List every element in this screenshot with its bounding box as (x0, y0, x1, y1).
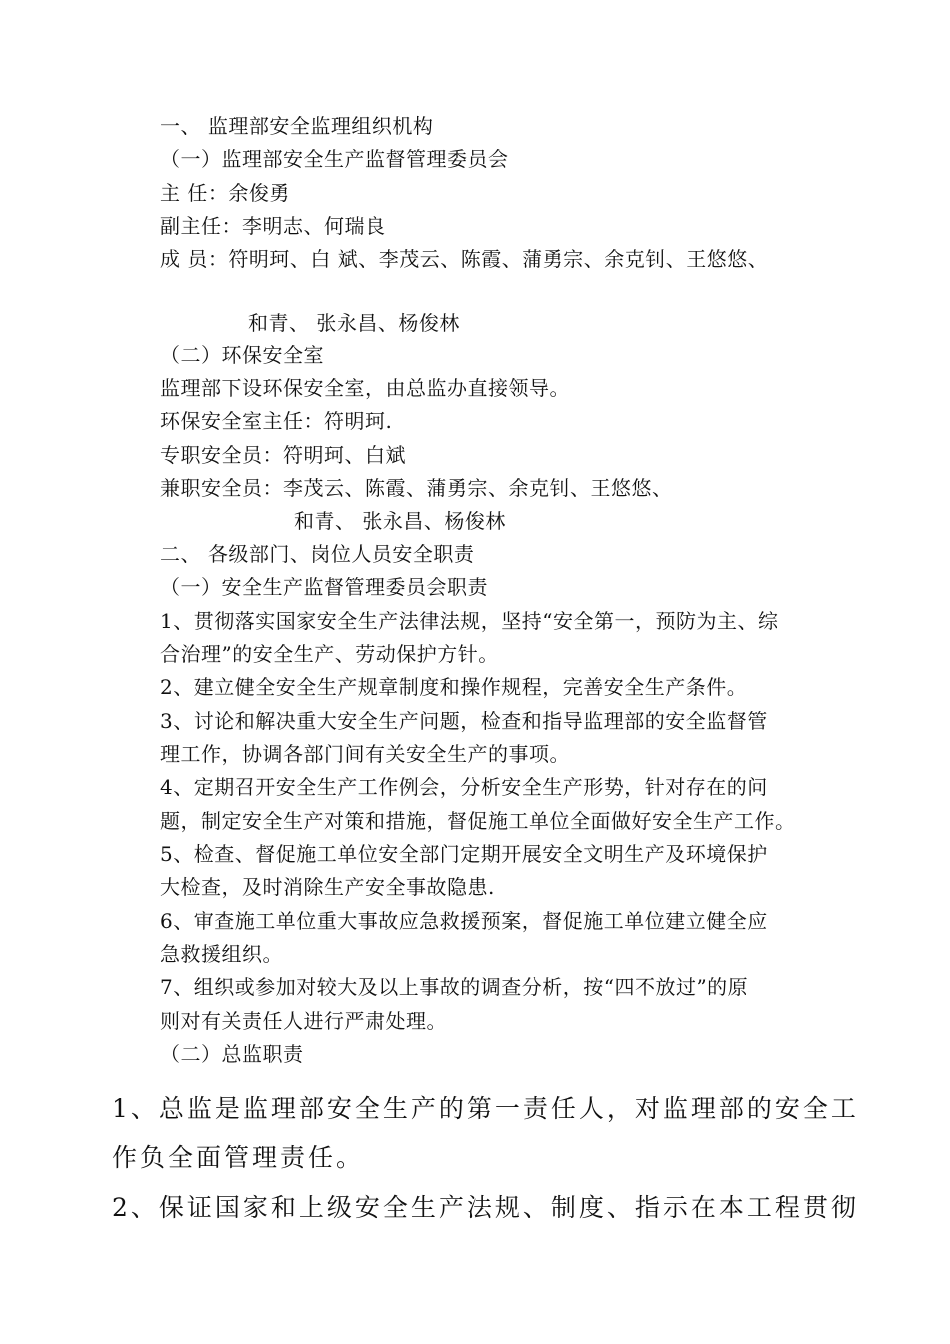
text-line: 7、组织或参加对较大及以上事故的调查分析，按“四不放过”的原 (160, 975, 749, 999)
text-line: 则对有关责任人进行严肃处理。 (160, 1009, 447, 1033)
text-line: 2、保证国家和上级安全生产法规、制度、指示在本工程贯彻 (112, 1193, 859, 1222)
text-line: 6、审查施工单位重大事故应急救援预案，督促施工单位建立健全应 (160, 909, 768, 933)
text-line: 3、讨论和解决重大安全生产问题，检查和指导监理部的安全监督管 (160, 709, 768, 733)
text-line: 兼职安全员：李茂云、陈霞、蒲勇宗、余克钊、王悠悠、 (160, 476, 673, 500)
text-line: 急救援组织。 (160, 942, 283, 966)
text-line: 1、贯彻落实国家安全生产法律法规，坚持“安全第一，预防为主、综 (160, 609, 779, 633)
text-line: 成 员：符明珂、白 斌、李茂云、陈霞、蒲勇宗、余克钊、王悠悠、 (160, 247, 769, 271)
text-line: 5、检查、督促施工单位安全部门定期开展安全文明生产及环境保护 (160, 842, 768, 866)
text-line: 监理部下设环保安全室，由总监办直接领导。 (160, 376, 570, 400)
text-line: 1、总监是监理部安全生产的第一责任人，对监理部的安全工 (112, 1094, 859, 1123)
text-line: 作负全面管理责任。 (112, 1143, 365, 1172)
text-line: 环保安全室主任：符明珂. (160, 409, 393, 433)
section-heading-2: 二、 各级部门、岗位人员安全职责 (160, 542, 475, 566)
text-line: 2、建立健全安全生产规章制度和操作规程，完善安全生产条件。 (160, 675, 748, 699)
section-heading-1: 一、 监理部安全监理组织机构 (160, 114, 434, 138)
text-line: 副主任：李明志、何瑞良 (160, 214, 386, 238)
subsection-heading: （一）安全生产监督管理委员会职责 (160, 575, 488, 599)
text-line: 专职安全员：符明珂、白斌 (160, 443, 406, 467)
text-line: 和青、 张永昌、杨俊林 (248, 311, 460, 335)
subsection-heading: （二）环保安全室 (160, 343, 324, 367)
text-line: 题，制定安全生产对策和措施，督促施工单位全面做好安全生产工作。 (160, 809, 796, 833)
text-line: 大检查，及时消除生产安全事故隐患. (160, 875, 495, 899)
text-line: 合治理”的安全生产、劳动保护方针。 (160, 642, 499, 666)
text-line: 和青、 张永昌、杨俊林 (294, 509, 506, 533)
text-line: 主 任：余俊勇 (160, 181, 290, 205)
text-line: 4、定期召开安全生产工作例会，分析安全生产形势，针对存在的问 (160, 775, 768, 799)
subsection-heading: （二）总监职责 (160, 1042, 304, 1066)
subsection-heading: （一）监理部安全生产监督管理委员会 (160, 147, 509, 171)
text-line: 理工作，协调各部门间有关安全生产的事项。 (160, 742, 570, 766)
